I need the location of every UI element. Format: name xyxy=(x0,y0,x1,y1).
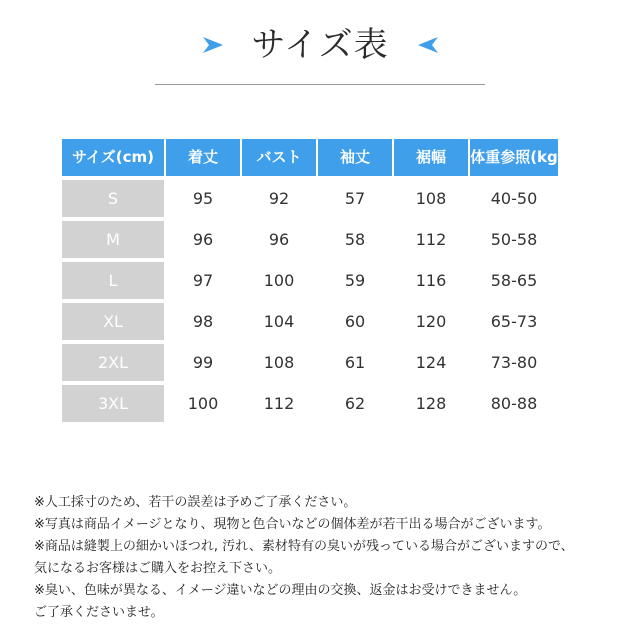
header-cell-bust: バスト xyxy=(242,139,316,176)
title-area xyxy=(0,22,640,68)
table-row xyxy=(62,344,558,381)
weight-value: 58-65 xyxy=(490,271,538,290)
weight-value: 73-80 xyxy=(490,353,538,372)
table-row xyxy=(62,262,558,299)
title-divider xyxy=(155,84,485,85)
length-value: 97 xyxy=(192,271,214,290)
hem-value: 116 xyxy=(415,271,447,290)
sleeve-value: 59 xyxy=(344,271,366,290)
note-line: ※人工採寸のため、若干の誤差は予めご了承ください。 xyxy=(34,495,357,510)
hem-value: 128 xyxy=(415,394,447,413)
bust-value: 104 xyxy=(263,312,295,331)
size-table xyxy=(62,139,558,421)
hem-value: 120 xyxy=(415,312,447,331)
sleeve-value: 62 xyxy=(344,394,366,413)
length-value: 98 xyxy=(192,312,214,331)
sleeve-value: 60 xyxy=(344,312,366,331)
length-value: 96 xyxy=(192,230,214,249)
header-cell-length: 着丈 xyxy=(166,139,240,176)
weight-value: 50-58 xyxy=(490,230,538,249)
weight-value: 65-73 xyxy=(490,312,538,331)
bust-value: 92 xyxy=(268,189,290,208)
header-cell-weight: 体重参照(kg xyxy=(470,139,558,176)
weight-value: 40-50 xyxy=(490,189,538,208)
length-value: 95 xyxy=(192,189,214,208)
note-line: 気になるお客様はご購入をお控え下さい。 xyxy=(34,561,282,576)
note-line: ※商品は縫製上の細かいほつれ, 汚れ、素材特有の臭いが残っている場合がございますので、 xyxy=(34,539,574,554)
note-line: ご了承くださいませ。 xyxy=(34,605,164,620)
sleeve-value: 57 xyxy=(344,189,366,208)
size-label: M xyxy=(62,221,164,258)
size-label: L xyxy=(62,262,164,299)
size-label: 3XL xyxy=(62,385,164,422)
table-row xyxy=(62,221,558,258)
hem-value: 124 xyxy=(415,353,447,372)
table-row xyxy=(62,180,558,217)
bust-value: 100 xyxy=(263,271,295,290)
table-row xyxy=(62,385,558,422)
bust-value: 96 xyxy=(268,230,290,249)
note-line: ※写真は商品イメージとなり、現物と色合いなどの個体差が若干出る場合がございます。 xyxy=(34,517,551,532)
chevron-left-icon xyxy=(410,34,438,56)
header-cell-sleeve: 袖丈 xyxy=(318,139,392,176)
length-value: 99 xyxy=(192,353,214,372)
note-line: ※臭い、色味が異なる、イメージ違いなどの理由の交換、返金はお受けできません。 xyxy=(34,583,527,598)
header-cell-size: サイズ(cm) xyxy=(62,139,164,176)
size-label: S xyxy=(62,180,164,217)
bust-value: 108 xyxy=(263,353,295,372)
weight-value: 80-88 xyxy=(490,394,538,413)
length-value: 100 xyxy=(187,394,219,413)
hem-value: 112 xyxy=(415,230,447,249)
table-header-row xyxy=(62,139,558,176)
sleeve-value: 61 xyxy=(344,353,366,372)
notes-block xyxy=(34,492,624,624)
hem-value: 108 xyxy=(415,189,447,208)
size-label: 2XL xyxy=(62,344,164,381)
page-title: サイズ表 xyxy=(251,25,389,65)
header-cell-hem: 裾幅 xyxy=(394,139,468,176)
bust-value: 112 xyxy=(263,394,295,413)
table-row xyxy=(62,303,558,340)
sleeve-value: 58 xyxy=(344,230,366,249)
size-label: XL xyxy=(62,303,164,340)
